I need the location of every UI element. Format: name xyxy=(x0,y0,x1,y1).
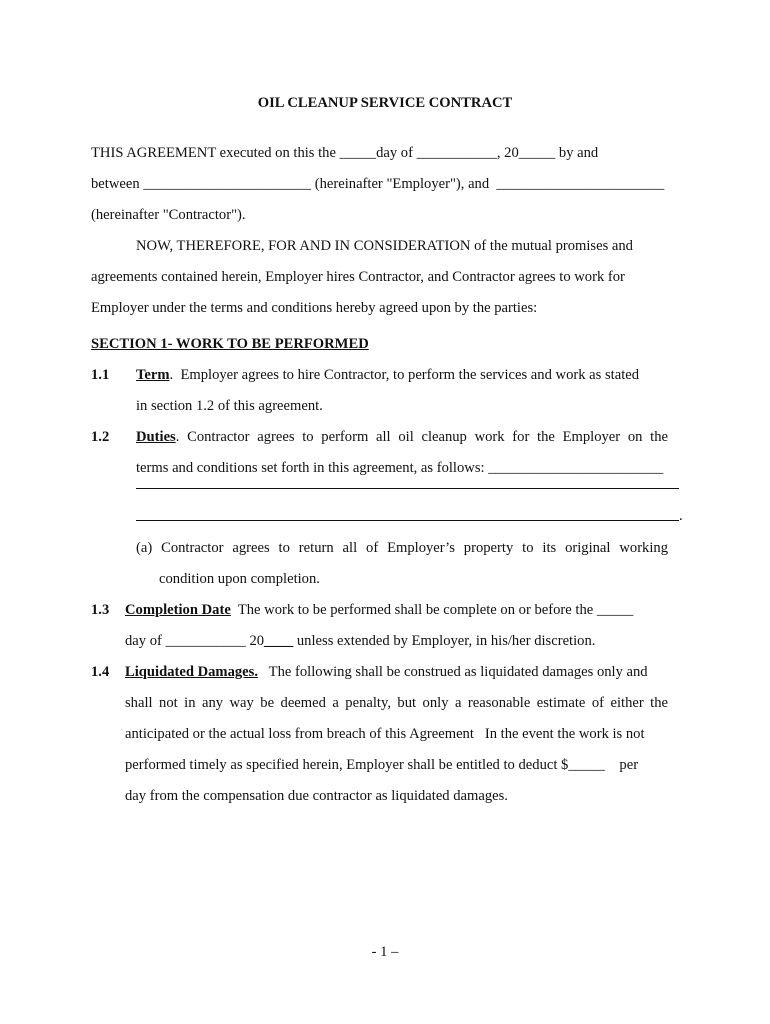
duties-period: . xyxy=(679,508,683,524)
duties-blank-line-1 xyxy=(136,488,679,489)
clause-1-4-line-3: anticipated or the actual loss from breach of this Agreement In the event the work is not xyxy=(125,726,645,742)
clause-1-2-number: 1.2 xyxy=(91,429,110,445)
clause-1-4-line-5: day from the compensation due contractor as liquidated damages. xyxy=(125,788,508,804)
section-1-heading: SECTION 1- WORK TO BE PERFORMED xyxy=(91,336,369,352)
clause-1-2-a-line-1: (a) Contractor agrees to return all of Employer’s property to its original working xyxy=(136,540,668,556)
clause-1-3-label: Completion Date xyxy=(125,602,231,618)
clause-1-3-text-2b: unless extended by Employer, in his/her discretion. xyxy=(293,633,596,649)
intro-line-1: THIS AGREEMENT executed on this the _____day of ___________, 20_____ by and xyxy=(91,145,599,161)
clause-1-4-line-4: performed timely as specified herein, Employer shall be entitled to deduct $_____ per xyxy=(125,757,639,773)
document-title: OIL CLEANUP SERVICE CONTRACT xyxy=(257,95,513,111)
clause-1-3-year-blank: ____ xyxy=(264,633,294,649)
intro-line-2: between _______________________ (hereinafter "Employer"), and _______________________ xyxy=(91,176,665,192)
clause-1-3-line-1 xyxy=(125,601,633,619)
clause-1-4-number: 1.4 xyxy=(91,664,110,680)
clause-1-2-line-1 xyxy=(136,428,668,446)
page-number: - 1 – xyxy=(371,944,399,960)
clause-1-2-text-1: . Contractor agrees to perform all oil cleanup work for the Employer on the xyxy=(175,429,668,445)
clause-1-2-line-2: terms and conditions set forth in this agreement, as follows: ________________________ xyxy=(136,460,664,476)
recital-line-1: NOW, THEREFORE, FOR AND IN CONSIDERATION of the mutual promises and xyxy=(136,238,633,254)
duties-blank-line-2 xyxy=(136,520,679,521)
recital-line-2: agreements contained herein, Employer hires Contractor, and Contractor agrees to work for xyxy=(91,269,625,285)
clause-1-4-line-2: shall not in any way be deemed a penalty, but only a reasonable estimate of either the xyxy=(125,695,668,711)
clause-1-3-text-1: The work to be performed shall be complete on or before the _____ xyxy=(230,602,634,618)
clause-1-2-a-line-2: condition upon completion. xyxy=(159,571,320,587)
clause-1-3-number: 1.3 xyxy=(91,602,110,618)
clause-1-1-number: 1.1 xyxy=(91,367,110,383)
recital-line-3: Employer under the terms and conditions hereby agreed upon by the parties: xyxy=(91,300,538,316)
clause-1-4-label: Liquidated Damages. xyxy=(125,664,258,680)
clause-1-4-text-1: The following shall be construed as liquidated damages only and xyxy=(257,664,648,680)
clause-1-1-line-2: in section 1.2 of this agreement. xyxy=(136,398,323,414)
clause-1-2-label: Duties xyxy=(136,429,176,445)
clause-1-3-text-2a: day of ___________ 20 xyxy=(125,633,265,649)
clause-1-1-text-1: . Employer agrees to hire Contractor, to perform the services and work as stated xyxy=(169,367,640,383)
clause-1-3-line-2 xyxy=(125,632,595,650)
clause-1-4-line-1 xyxy=(125,663,648,681)
clause-1-1-line-1 xyxy=(136,366,639,384)
intro-line-3: (hereinafter "Contractor"). xyxy=(91,207,246,223)
clause-1-1-label: Term xyxy=(136,367,170,383)
